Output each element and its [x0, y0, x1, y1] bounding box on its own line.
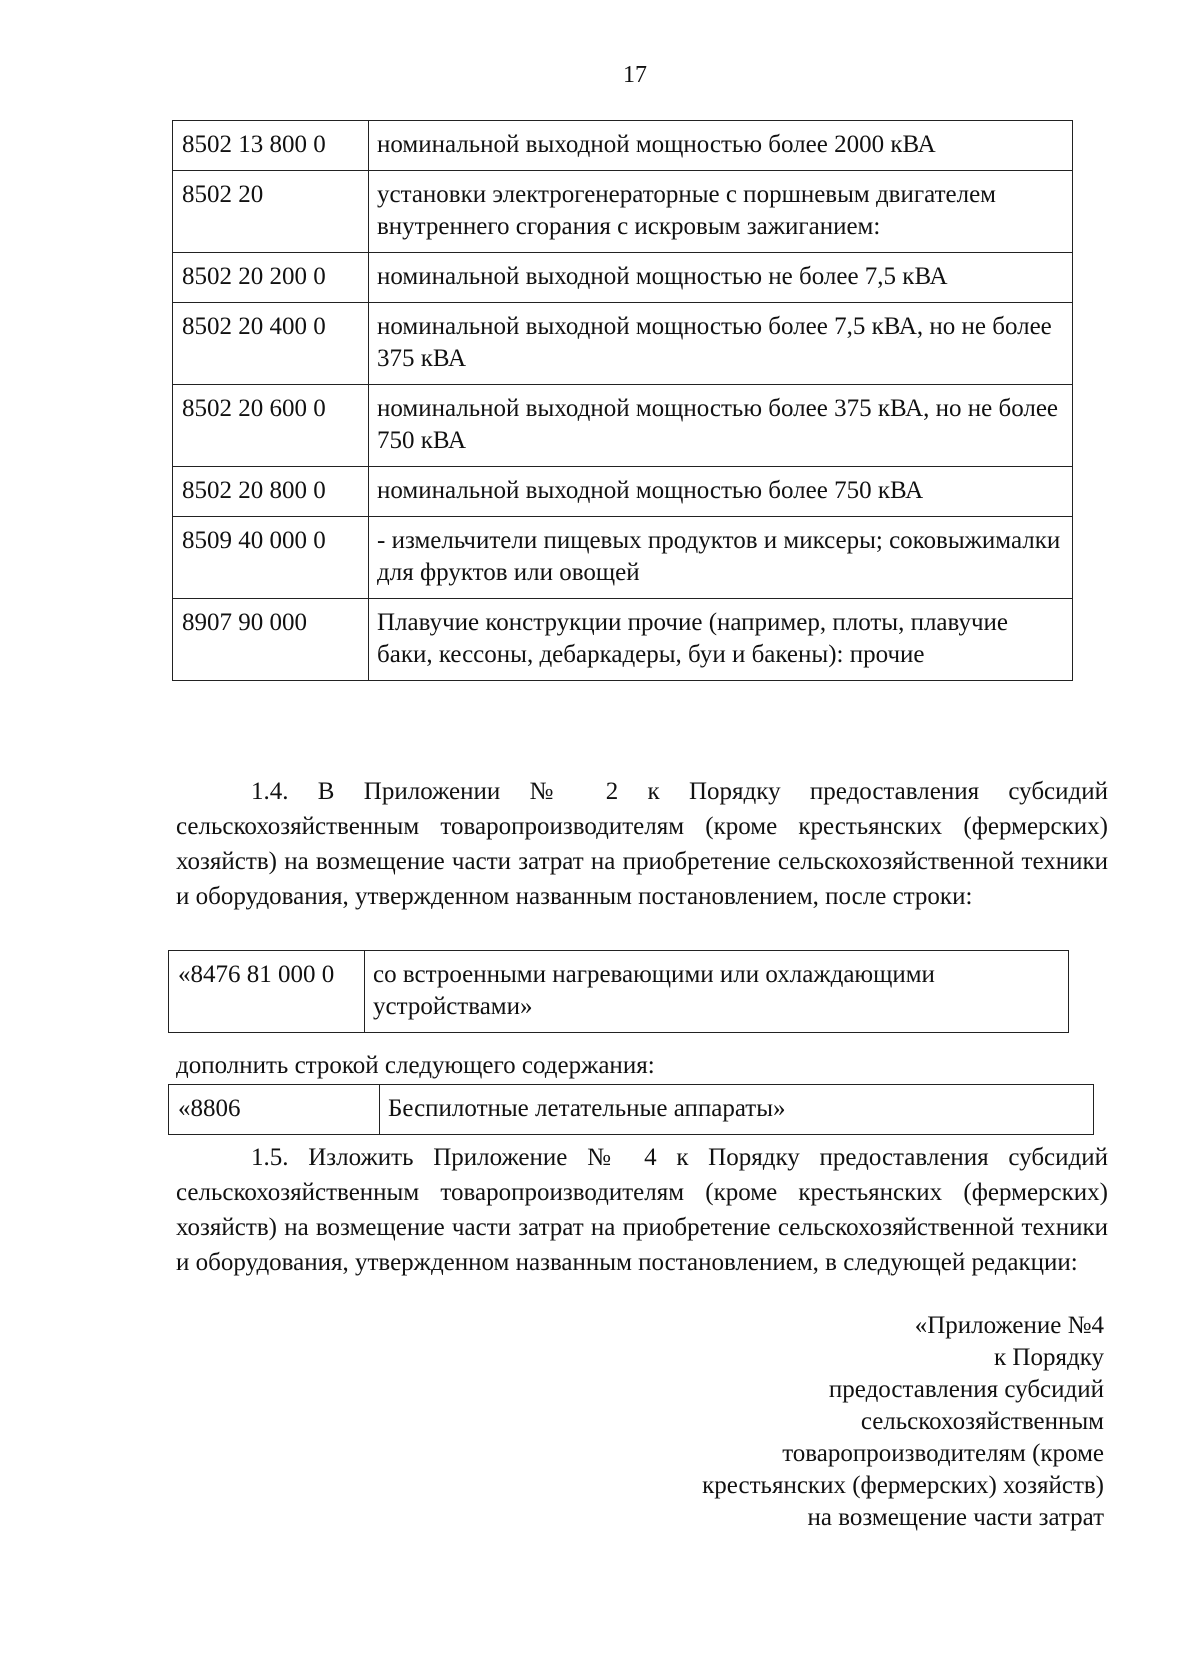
appendix-line: товаропроизводителям (кроме: [782, 1440, 1104, 1467]
description-cell: номинальной выходной мощностью более 7,5 кВА, но не более 375 кВА: [369, 303, 1073, 385]
code-cell: 8502 20 800 0: [173, 467, 369, 517]
table-row: [173, 467, 1073, 517]
description-cell: со встроенными нагревающими или охлаждающими устройствами»: [365, 951, 1069, 1033]
description-cell: номинальной выходной мощностью более 375 кВА, но не более 750 кВА: [369, 385, 1073, 467]
table-row: [173, 121, 1073, 171]
description-cell: номинальной выходной мощностью более 2000 кВА: [369, 121, 1073, 171]
page-number: 17: [623, 62, 647, 88]
appendix-line: «Приложение №4: [914, 1312, 1104, 1339]
description-cell: номинальной выходной мощностью не более 7,5 кВА: [369, 253, 1073, 303]
appendix-line: крестьянских (фермерских) хозяйств): [702, 1472, 1104, 1499]
description-cell: установки электрогенераторные с поршневым двигателем внутреннего сгорания с искровым зажиганием:: [369, 171, 1073, 253]
code-cell: 8502 20 400 0: [173, 303, 369, 385]
code-cell: 8502 20 600 0: [173, 385, 369, 467]
code-cell: 8907 90 000: [173, 599, 369, 681]
table-row: [173, 517, 1073, 599]
table-row: [173, 303, 1073, 385]
code-cell: 8502 13 800 0: [173, 121, 369, 171]
appendix-line: сельскохозяйственным: [860, 1408, 1104, 1435]
code-cell: 8502 20: [173, 171, 369, 253]
reference-row-table: [168, 950, 1069, 1033]
appendix-line: предоставления субсидий: [828, 1376, 1104, 1403]
supplement-line: дополнить строкой следующего содержания:: [176, 1052, 655, 1079]
table-row: [169, 951, 1069, 1033]
description-cell: Плавучие конструкции прочие (например, плоты, плавучие баки, кессоны, дебаркадеры, буи и бакены): прочие: [369, 599, 1073, 681]
code-cell: «8476 81 000 0: [169, 951, 365, 1033]
paragraph-1-4: 1.4. В Приложении № 2 к Порядку предоставления субсидий сельскохозяйственным товаропроизводителям (кроме крестьянских (фермерских) хозяйств) на возмещение части затрат на приобретение сельскохозяйственной техники и оборудования, утвержденном названным постановлением, после строки:: [176, 778, 1108, 910]
new-row-table: [168, 1084, 1094, 1135]
table-row: [169, 1085, 1094, 1135]
appendix-heading: [702, 1310, 1104, 1534]
code-cell: 8509 40 000 0: [173, 517, 369, 599]
description-cell: - измельчители пищевых продуктов и миксеры; соковыжималки для фруктов или овощей: [369, 517, 1073, 599]
table-row: [173, 385, 1073, 467]
table-row: [173, 599, 1073, 681]
paragraph-1-5: 1.5. Изложить Приложение № 4 к Порядку предоставления субсидий сельскохозяйственным товаропроизводителям (кроме крестьянских (фермерских) хозяйств) на возмещение части затрат на приобретение сельскохозяйственной техники и оборудования, утвержденном названным постановлением, в следующей редакции:: [176, 1144, 1108, 1276]
tariff-code-table: [172, 120, 1073, 681]
code-cell: «8806: [169, 1085, 380, 1135]
code-cell: 8502 20 200 0: [173, 253, 369, 303]
appendix-line: на возмещение части затрат: [807, 1504, 1104, 1531]
appendix-line: к Порядку: [994, 1344, 1104, 1371]
description-cell: Беспилотные летательные аппараты»: [380, 1085, 1094, 1135]
description-cell: номинальной выходной мощностью более 750 кВА: [369, 467, 1073, 517]
table-row: [173, 253, 1073, 303]
table-row: [173, 171, 1073, 253]
